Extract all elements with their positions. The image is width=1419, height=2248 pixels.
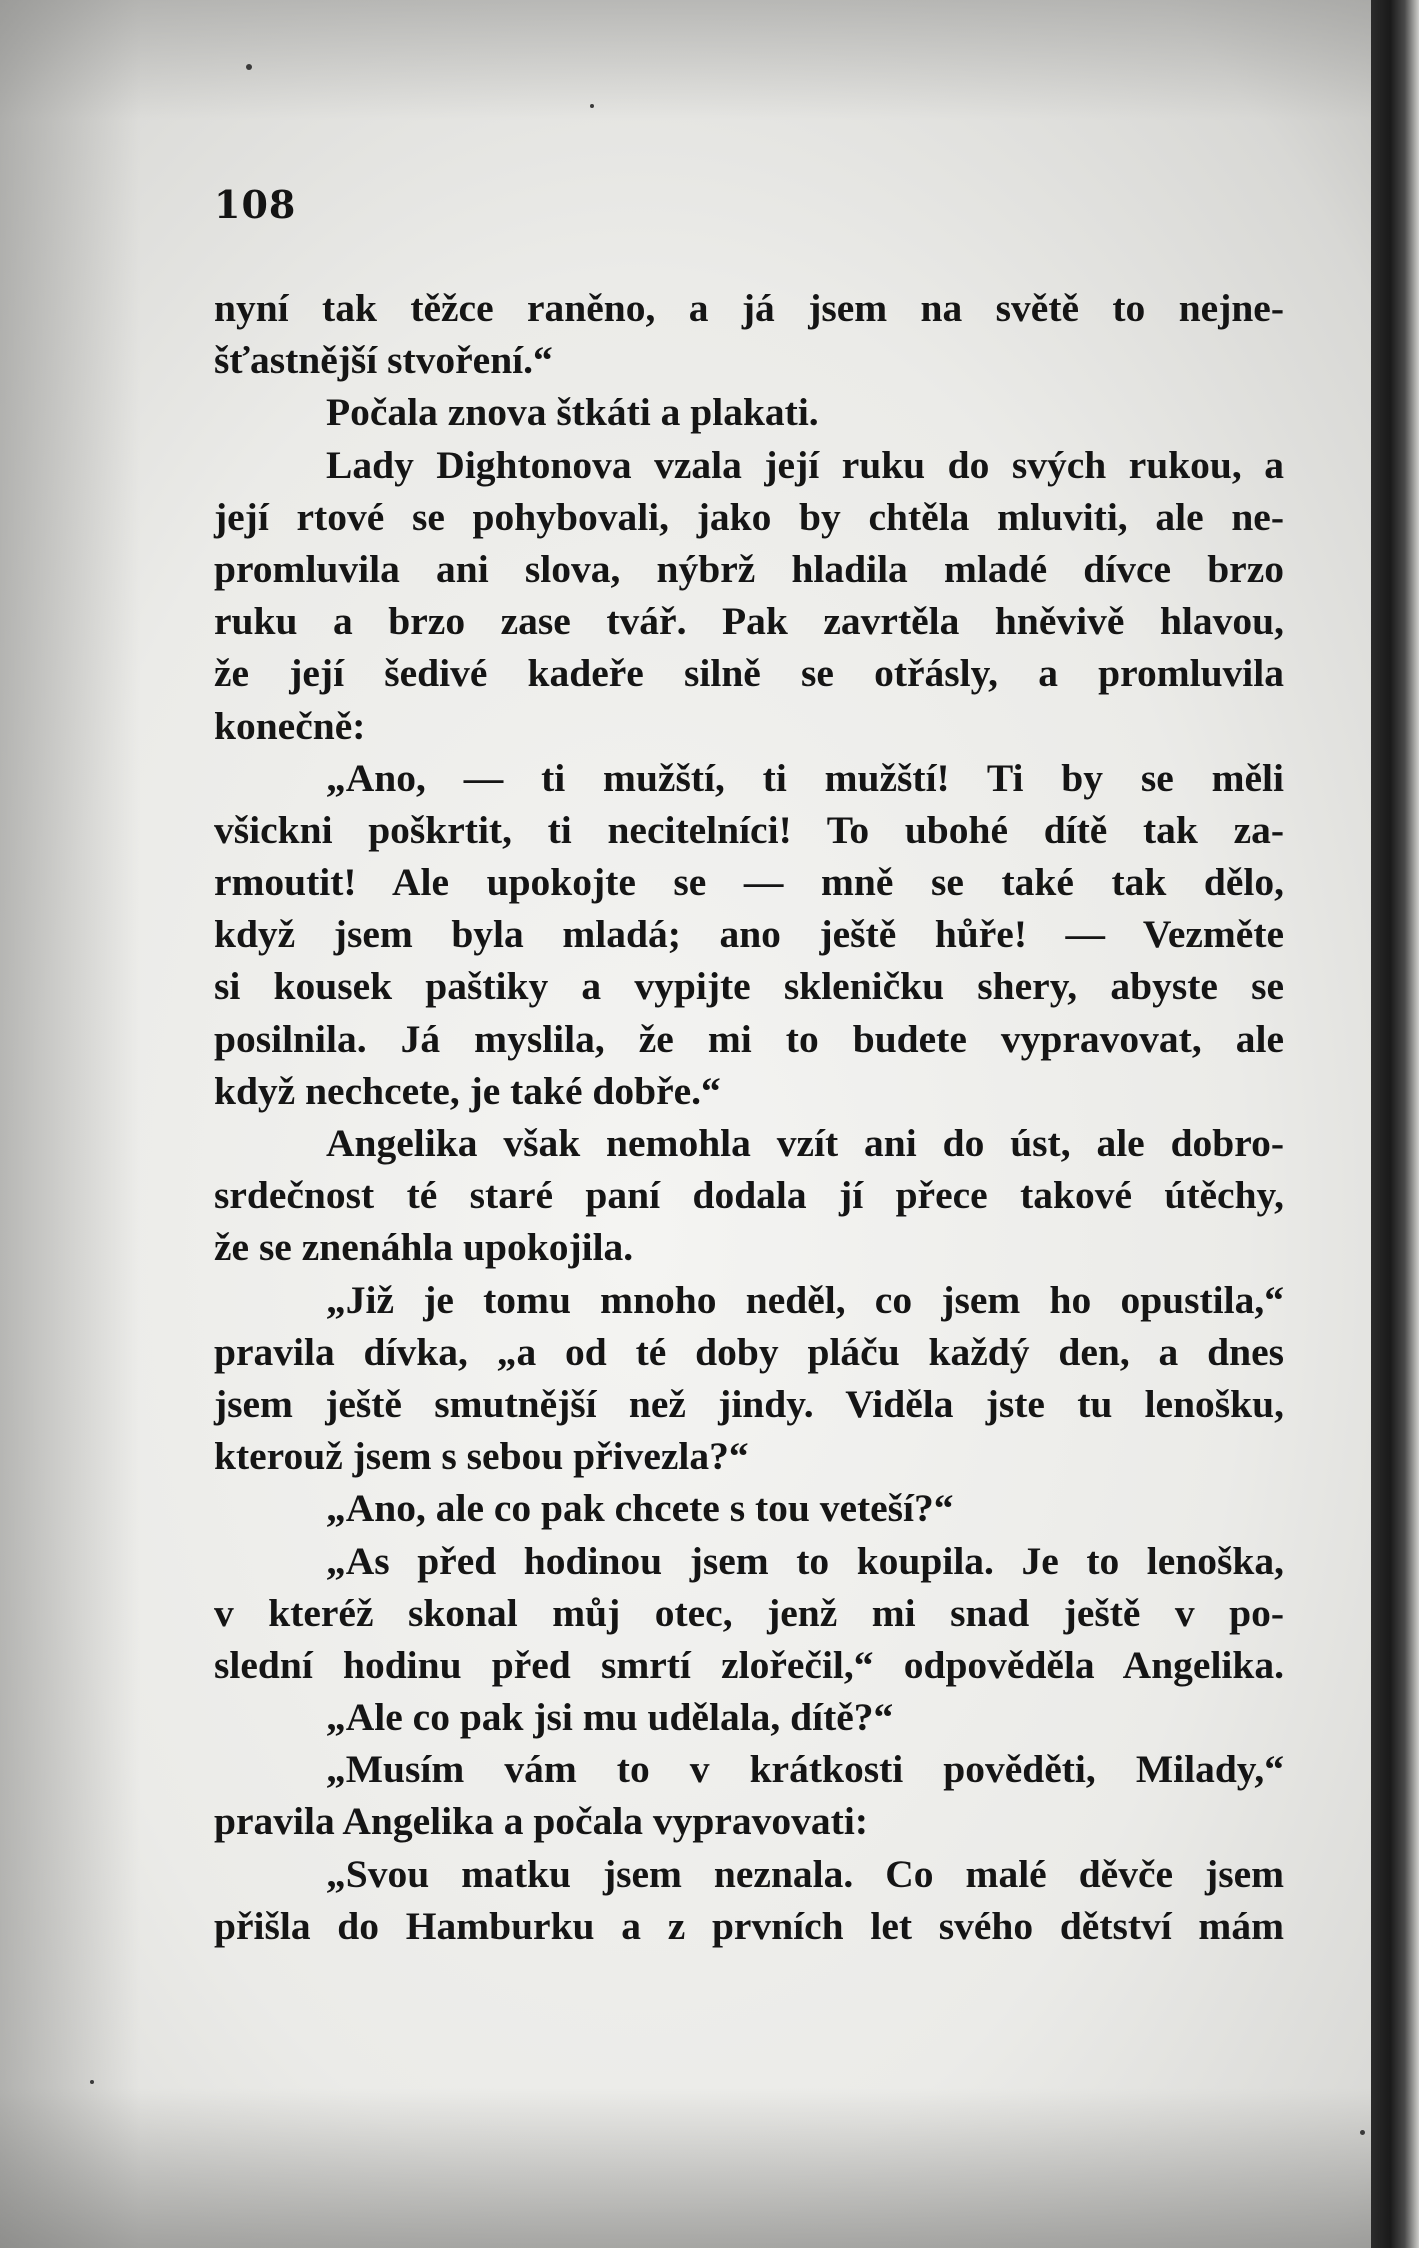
text-line: „Ano, ale co pak chcete s tou veteší?“ [326,1486,954,1531]
text-line: všickni poškrtit, ti necitelníci! To ubohé dítě tak za- [214,807,1284,852]
text-line: že její šedivé kadeře silně se otřásly, a promluvila [214,651,1284,696]
text-line: přišla do Hamburku a z prvních let svého dětství mám [214,1903,1284,1948]
text-line: ruku a brzo zase tvář. Pak zavrtěla hněvivě hlavou, [214,599,1284,644]
text-line: Angelika však nemohla vzít ani do úst, ale dobro- [326,1121,1284,1165]
text-line: v kteréž skonal můj otec, jenž mi snad ještě v po- [214,1590,1284,1635]
scan-speck [246,64,252,70]
scan-shadow-bottom [0,2088,1371,2248]
text-line: srdečnost té staré paní dodala jí přece takové útěchy, [214,1173,1284,1218]
body-text [214,282,1284,1952]
scan-speck [1360,2130,1365,2135]
text-line: když jsem byla mladá; ano ještě hůře! — Vezměte [214,912,1284,957]
book-spine-edge [1371,0,1419,2248]
text-line: „Již je tomu mnoho neděl, co jsem ho opustila,“ [326,1277,1284,1322]
text-line: nyní tak těžce raněno, a já jsem na světě to nejne- [214,286,1284,330]
scan-shadow-left [0,0,140,2248]
text-line: že se znenáhla upokojila. [214,1225,634,1270]
text-line: „Ano, — ti mužští, ti mužští! Ti by se měli [326,755,1284,800]
text-line: konečně: [214,703,366,748]
text-line: „Svou matku jsem neznala. Co malé děvče jsem [326,1851,1284,1896]
text-line: jsem ještě smutnější než jindy. Viděla jste tu lenošku, [214,1381,1284,1426]
text-line: šťastnější stvoření.“ [214,338,553,383]
text-line: „Musím vám to v krátkosti pověděti, Milady,“ [326,1747,1284,1792]
text-line: promluvila ani slova, nýbrž hladila mladé dívce brzo [214,546,1284,591]
scan-speck [90,2080,94,2084]
scan-shadow-top [0,0,1371,120]
text-line: slední hodinu před smrtí zlořečil,“ odpověděla Angelika. [214,1642,1284,1687]
text-line: Lady Dightonova vzala její ruku do svých rukou, a [326,442,1284,487]
text-line: rmoutit! Ale upokojte se — mně se také tak dělo, [214,860,1284,905]
page-number: 108 [214,182,297,227]
text-line: pravila Angelika a počala vypravovati: [214,1799,868,1844]
text-line: „As před hodinou jsem to koupila. Je to lenoška, [326,1538,1284,1583]
text-line: když nechcete, je také dobře.“ [214,1068,721,1113]
text-line: Počala znova štkáti a plakati. [326,390,819,435]
text-line: pravila dívka, „a od té doby pláču každý den, a dnes [214,1329,1284,1374]
text-line: posilnila. Já myslila, že mi to budete vypravovat, ale [214,1016,1284,1061]
text-line: si kousek paštiky a vypijte skleničku shery, abyste se [214,964,1284,1009]
scan-speck [590,104,594,108]
text-line: kterouž jsem s sebou přivezla?“ [214,1434,749,1479]
text-line: její rtové se pohybovali, jako by chtěla mluviti, ale ne- [214,494,1284,539]
text-line: „Ale co pak jsi mu udělala, dítě?“ [326,1695,894,1740]
